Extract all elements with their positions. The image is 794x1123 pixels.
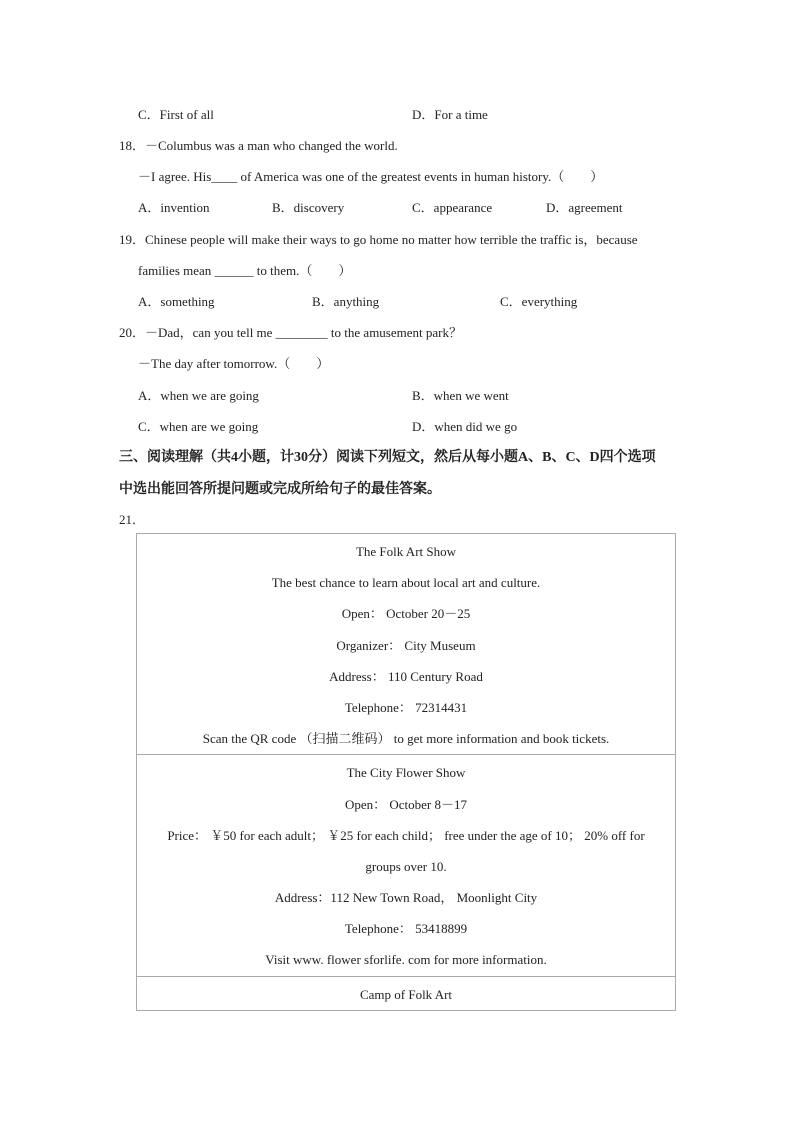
q20-option-d: D．when did we go (412, 419, 518, 434)
folk-art-open: Open： October 20－25 (341, 606, 471, 622)
flower-visit: Visit www. flower sforlife. com for more information. (265, 952, 547, 968)
notice-table (136, 533, 676, 1011)
q19-option-b: B．anything (312, 294, 380, 309)
flower-telephone: Telephone： 53418899 (344, 921, 468, 937)
camp-title: Camp of Folk Art (359, 986, 453, 1002)
folk-art-scan: Scan the QR code （扫描二维码） to get more information and book tickets. (202, 731, 610, 747)
section-heading-cont: 中选出能回答所提问题或完成所给句子的最佳答案。 (119, 482, 441, 497)
q18-option-c: C．appearance (412, 200, 493, 215)
q17-option-d: D．For a time (412, 107, 488, 122)
q17-option-c: C．First of all (138, 107, 214, 122)
q18-option-b: B．discovery (272, 200, 345, 215)
flower-open: Open： October 8－17 (344, 796, 468, 812)
flower-price: Price： ￥50 for each adult； ￥25 for each child； free under the age of 10； 20% off for (167, 827, 645, 843)
q18-option-a: A．invention (138, 200, 210, 215)
q20-option-a: A．when we are going (138, 388, 259, 403)
q20-stem: 20．－Dad，can you tell me ________ to the amusement park？ (119, 325, 462, 340)
q18-option-d: D．agreement (546, 200, 623, 215)
q18-stem: 18．－Columbus was a man who changed the world. (119, 138, 398, 153)
q18-response: －I agree. His____ of America was one of the greatest events in human history.（ ） (138, 169, 604, 184)
q19-option-c: C．everything (500, 294, 578, 309)
flower-title: The City Flower Show (346, 765, 466, 781)
q20-option-c: C．when are we going (138, 419, 259, 434)
q20-option-b: B．when we went (412, 388, 509, 403)
q19-option-a: A．something (138, 294, 215, 309)
folk-art-telephone: Telephone： 72314431 (344, 699, 468, 715)
q21-label: 21． (119, 512, 146, 527)
folk-art-desc: The best chance to learn about local art and culture. (271, 575, 541, 591)
flower-show-notice (137, 755, 675, 976)
flower-address: Address：112 New Town Road， Moonlight City (274, 890, 538, 906)
q19-stem-cont: families mean ______ to them.（ ） (138, 263, 352, 278)
q20-response: －The day after tomorrow.（ ） (138, 356, 330, 371)
folk-art-title: The Folk Art Show (355, 544, 457, 559)
folk-art-address: Address： 110 Century Road (329, 668, 483, 684)
q19-stem: 19．Chinese people will make their ways to go home no matter how terrible the traffic is，because (119, 232, 638, 247)
flower-price-cont: groups over 10. (365, 858, 447, 874)
section-heading: 三、阅读理解（共4小题，计30分）阅读下列短文，然后从每小题A、B、C、D四个选项 (119, 450, 656, 465)
camp-notice (137, 977, 675, 1011)
folk-art-organizer: Organizer： City Museum (336, 637, 476, 653)
folk-art-show-notice (137, 534, 675, 755)
